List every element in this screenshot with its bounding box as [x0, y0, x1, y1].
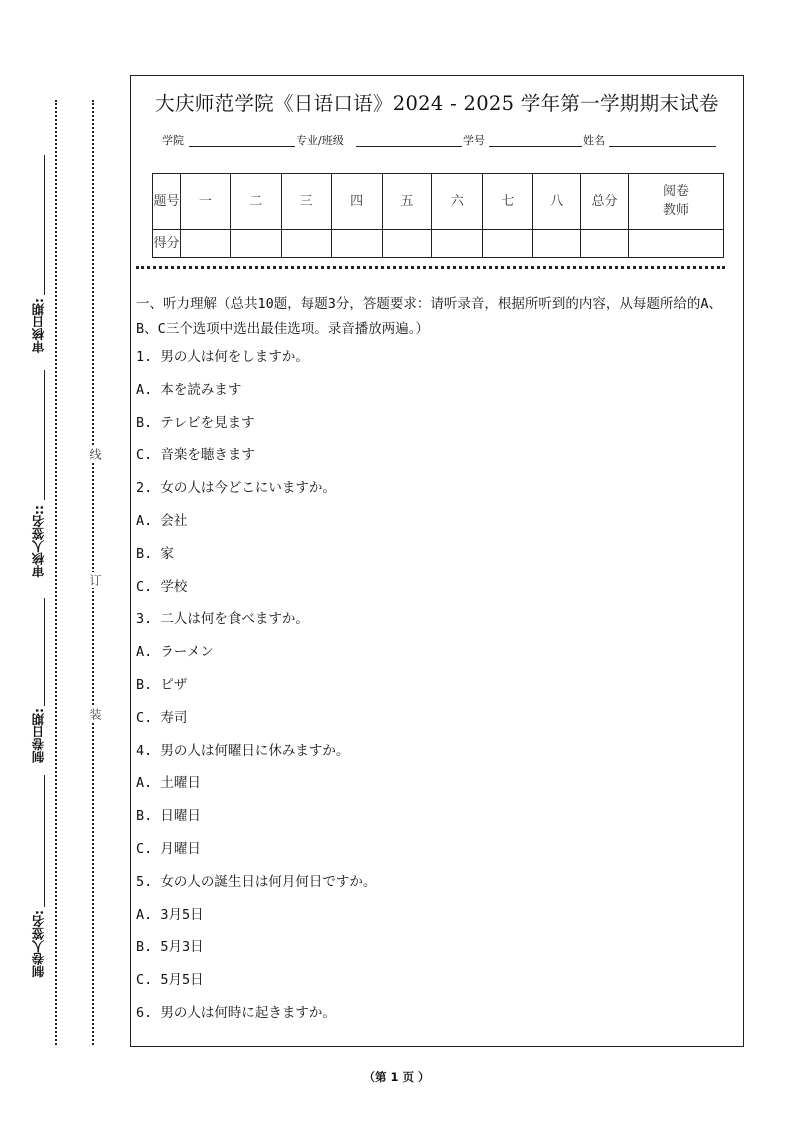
score-table-score-row [153, 229, 724, 257]
review-date-line [44, 155, 45, 295]
question-item: 3. 二人は何を食べますか。 [136, 611, 309, 628]
column-2: 二 [230, 174, 281, 230]
option-item: A. 会社 [136, 513, 188, 529]
binding-mark-ding: 订 [88, 574, 102, 586]
option-item: B. 日曜日 [136, 808, 201, 825]
column-6: 六 [432, 174, 483, 230]
student-id-field[interactable] [489, 146, 582, 147]
reviewer-signature-label: 审核人签名:: [31, 505, 46, 578]
paper-date-line [44, 598, 45, 706]
major-class-field[interactable] [356, 146, 462, 147]
question-item: 5. 女の人の誕生日は何月何日ですか。 [136, 873, 377, 890]
paper-maker-signature-line [44, 775, 45, 907]
score-cell[interactable] [483, 229, 533, 257]
review-date-label: 审核日期: [31, 298, 46, 353]
section-divider [136, 266, 725, 269]
reviewer-signature-line [44, 370, 45, 500]
score-cell[interactable] [533, 229, 581, 257]
score-table [152, 173, 724, 258]
score-cell[interactable] [331, 229, 382, 257]
score-cell[interactable] [230, 229, 281, 257]
option-item: B. ピザ [136, 677, 188, 693]
option-item: A. 3月5日 [136, 906, 204, 923]
college-field[interactable] [189, 146, 295, 147]
section-heading: 一、听力理解（总共10题，每题3分，答题要求：请听录音，根据所听到的内容，从每题所给的A、B、C三个选项中选出最佳选项。录音播放两遍。） [136, 296, 723, 337]
score-cell[interactable] [432, 229, 483, 257]
column-1: 一 [180, 174, 230, 230]
score-cell[interactable] [628, 229, 723, 257]
score-label: 得分 [153, 229, 181, 257]
option-item: C. 5月5日 [136, 972, 204, 989]
option-item: B. 5月3日 [136, 939, 204, 956]
major-class-label: 专业/班级 [296, 134, 344, 147]
option-item: B. テレビを見ます [136, 414, 255, 431]
paper-maker-signature-label: 制卷人签名: [31, 910, 46, 978]
college-label: 学院 [162, 134, 184, 147]
exam-title: 大庆师范学院《日语口语》2024 - 2025 学年第一学期期末试卷 [155, 92, 719, 115]
column-3: 三 [281, 174, 331, 230]
option-item: C. 寿司 [136, 709, 188, 726]
question-item: 6. 男の人は何時に起きますか。 [136, 1005, 336, 1021]
option-item: A. 土曜日 [136, 775, 201, 792]
question-item: 2. 女の人は今どこにいますか。 [136, 480, 336, 497]
binding-mark-xian: 线 [88, 448, 102, 460]
binding-mark-zhuang: 装 [88, 708, 102, 720]
page-number: （第 1 页 ） [363, 1070, 430, 1084]
option-item: B. 家 [136, 545, 174, 562]
question-number-label: 题号 [153, 174, 181, 230]
name-field[interactable] [609, 146, 716, 147]
name-label: 姓名 [583, 134, 605, 147]
question-item: 1. 男の人は何をしますか。 [136, 349, 309, 365]
score-cell[interactable] [180, 229, 230, 257]
option-item: C. 月曜日 [136, 841, 201, 857]
column-5: 五 [382, 174, 432, 230]
score-cell[interactable] [581, 229, 629, 257]
score-table-header-row [153, 174, 724, 230]
paper-date-label: 制卷日期: [31, 708, 46, 763]
column-7: 七 [483, 174, 533, 230]
column-4: 四 [331, 174, 382, 230]
option-item: C. 音楽を聴きます [136, 447, 255, 464]
binding-dotted-line-outer [55, 100, 57, 1045]
column-8: 八 [533, 174, 581, 230]
option-item: A. 本を読みます [136, 381, 242, 398]
score-cell[interactable] [382, 229, 432, 257]
question-item: 4. 男の人は何曜日に休みますか。 [136, 742, 350, 759]
score-cell[interactable] [281, 229, 331, 257]
student-id-label: 学号 [463, 134, 485, 147]
option-item: A. ラーメン [136, 644, 214, 661]
option-item: C. 学校 [136, 578, 188, 595]
column-total: 总分 [581, 174, 629, 230]
column-grader: 阅卷教师 [628, 174, 723, 230]
